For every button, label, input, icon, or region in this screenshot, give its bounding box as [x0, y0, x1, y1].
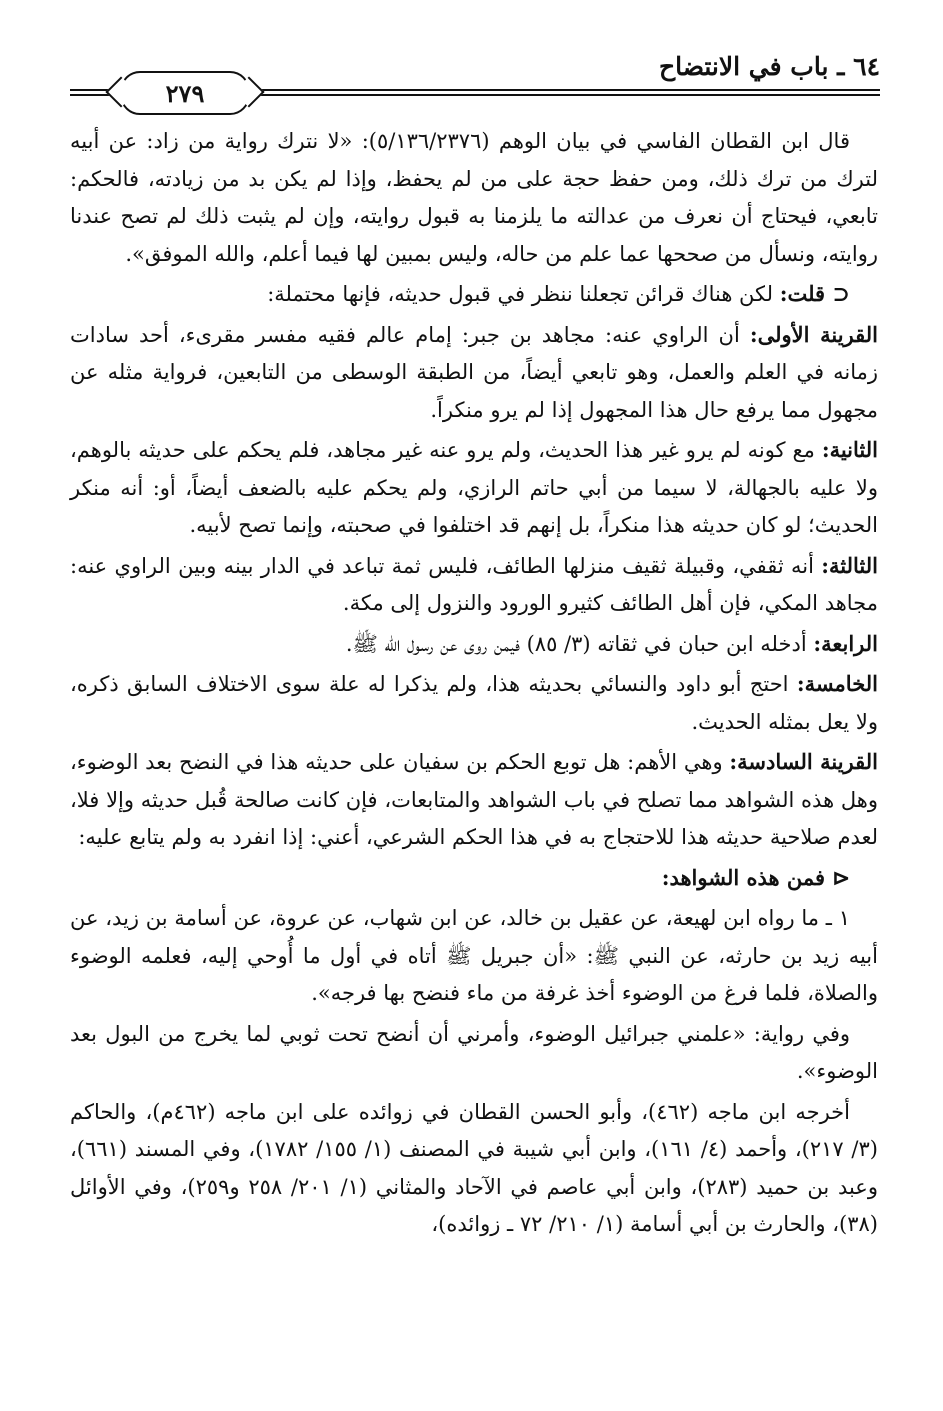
- paragraph-text: وهي الأهم: هل توبع الحكم بن سفيان على حديثه هذا في النضح بعد الوضوء، وهل هذه الشواهد مما تصلح في باب الشواهد والمتابعات، فإن كانت صالحة قُبل حديثه وإلا فلا، لعدم صلاحية حديثه هذا للاحتجاج به في هذا الحكم الشرعي، أعني: إذا انفرد به ولم يتابع عليه:: [70, 750, 878, 849]
- paragraph-lead: ⊲ فمن هذه الشواهد:: [661, 864, 850, 890]
- paragraph-text: أدخله ابن حبان في ثقاته (٣/ ٨٥) فيمن روى عن رسول الله ﷺ.: [345, 631, 814, 656]
- paragraph-text: أنه ثقفي، وقبيلة ثقيف منزلها الطائف، فليس ثمة تباعد في الدار بينه وبين الراوي عنه: مجاهد المكي، فإن أهل الطائف كثيرو الورود والنزول إلى مكة.: [70, 553, 878, 615]
- paragraph-text: قال ابن القطان الفاسي في بيان الوهم (٥/١٣٦/٢٣٧٦): «لا نترك رواية من زاد: عن أبيه لترك من ترك ذلك، ومن حفظ حجة على من لم يحفظ، وإذا لم يكن بد من زيادته، فالحكم: تابعي، فيحتاج أن نعرف من عدالته ما يلزمنا به قبول روايته، وإن لم يثبت ذلك لم تصح عندنا روايته، ونسأل من صححها عما علم من حاله، وليس بمبين لها فيما أعلم، والله الموفق».: [70, 129, 878, 266]
- paragraph-lead: القرينة الأولى:: [749, 321, 878, 347]
- paragraph-lead: الرابعة:: [813, 630, 878, 656]
- page-body: [70, 122, 878, 1246]
- paragraph-sixth-indicator: [70, 743, 878, 857]
- paragraph-text: احتج أبو داود والنسائي بحديثه هذا، ولم يذكرا له علة سوى الاختلاف السابق ذكره، ولا يعل بمثله الحديث.: [70, 672, 878, 734]
- paragraph-fifth-indicator: [70, 665, 878, 741]
- paragraph-hadith-one: [70, 899, 878, 1013]
- paragraph-first-indicator: [70, 316, 878, 430]
- paragraph-shawahid-heading: [70, 859, 878, 898]
- paragraph-text: أخرجه ابن ماجه (٤٦٢)، وأبو الحسن القطان في زوائده على ابن ماجه (٤٦٢م)، والحاكم (٣/ ٢١٧)، وأحمد (٤/ ١٦١)، وابن أبي شيبة في المصنف (١/ ١٥٥/ ١٧٨٢)، وفي المسند (٦٦١)، وعبد بن حميد (٢٨٣)، وابن أبي عاصم في الآحاد والمثاني (١/ ٢٠١/ ٢٥٨ و٢٥٩)، وفي الأوائل (٣٨)، والحارث بن أبي أسامة (١/ ٢١٠/ ٧٢ ـ زوائده)،: [70, 1099, 878, 1236]
- paragraph-third-indicator: [70, 547, 878, 623]
- page-number-frame: [120, 71, 250, 115]
- paragraph-lead: الخامسة:: [796, 671, 878, 696]
- paragraph-fourth-indicator: [70, 625, 878, 664]
- paragraph-riwaya: [70, 1015, 878, 1091]
- running-title: ٦٤ ـ باب في الانتضاح: [658, 52, 880, 81]
- paragraph-takhrij: [70, 1093, 878, 1244]
- paragraph-lead: الثانية:: [821, 437, 878, 462]
- paragraph-quote-ibn-al-qattan: [70, 122, 878, 273]
- paragraph-qultu: [70, 275, 878, 314]
- paragraph-text: وفي رواية: «علمني جبرائيل الوضوء، وأمرني أن أنضح تحت ثوبي لما يخرج من البول بعد الوضوء».: [70, 1021, 878, 1083]
- paragraph-text: لكن هناك قرائن تجعلنا ننظر في قبول حديثه، فإنها محتملة:: [267, 282, 780, 306]
- paragraph-text: أن الراوي عنه: مجاهد بن جبر: إمام عالم فقيه مفسر مقرىء، أحد سادات زمانه في العلم والعمل، وهو تابعي أيضاً، من الطبقة الوسطى من التابعين، فرواية مثله عن مجهول مما يرفع حال هذا المجهول إذا لم يرو منكراً.: [70, 322, 878, 422]
- paragraph-lead: القرينة السادسة:: [729, 749, 878, 774]
- paragraph-text: مع كونه لم يرو غير هذا الحديث، ولم يرو عنه غير مجاهد، فلم يحكم على حديثه بالوهم، ولا عليه بالجهالة، لا سيما من أبي حاتم الرازي، ولم يحكم عليه بالضعف أيضاً، أو: أنه منكر الحديث؛ لو كان حديثه هذا منكراً، بل إنهم قد اختلفوا في صحبته، وإنما تصح لأبيه.: [70, 438, 878, 537]
- paragraph-lead: الثالثة:: [821, 552, 878, 578]
- paragraph-second-indicator: [70, 431, 878, 545]
- page-header: [70, 52, 880, 112]
- page-number: ٢٧٩: [165, 78, 205, 108]
- paragraph-text: ١ ـ ما رواه ابن لهيعة، عن عقيل بن خالد، عن ابن شهاب، عن عروة، عن أسامة بن زيد، عن أبيه زيد بن حارثه، عن النبي ﷺ: «أن جبريل ﷺ أتاه في أول ما أُوحي إليه، فعلمه الوضوء والصلاة، فلما فرغ من الوضوء أخذ غرفة من ماء فنضح بها فرجه».: [70, 906, 878, 1005]
- paragraph-lead: ⊂ قلت:: [779, 281, 850, 306]
